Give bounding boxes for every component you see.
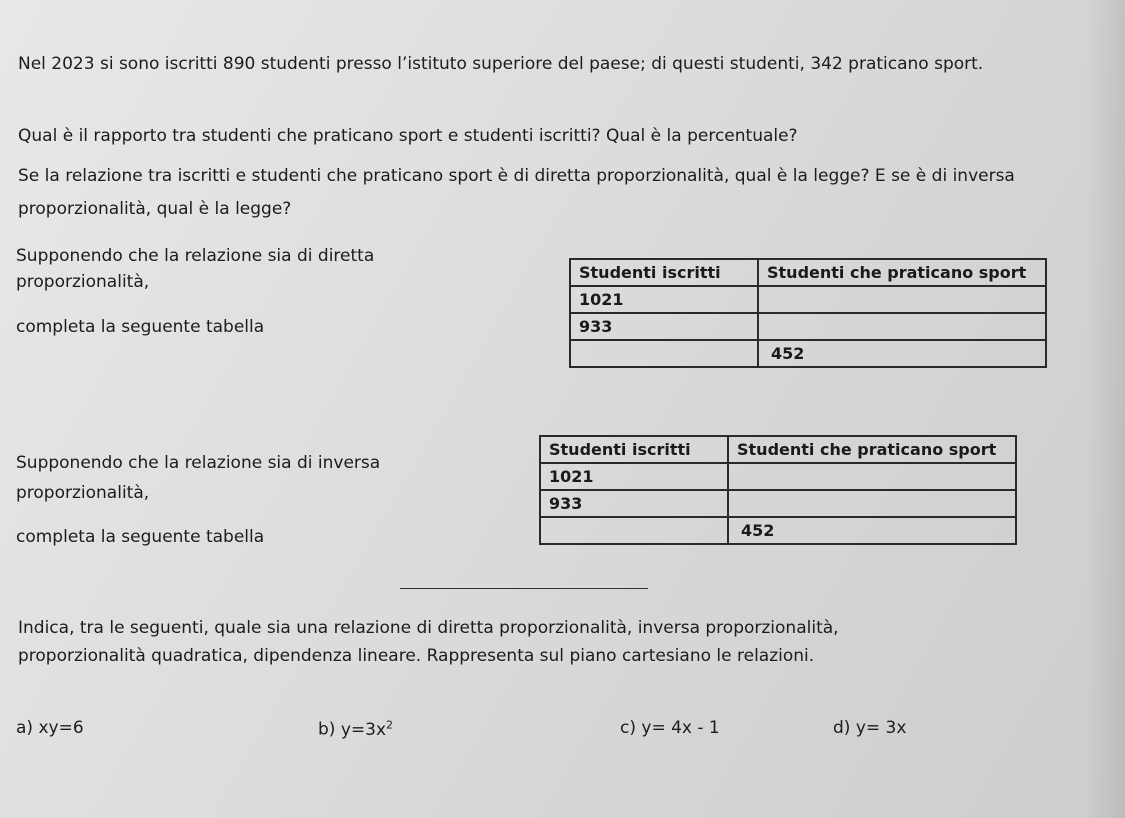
cell-iscritti: 1021	[540, 463, 728, 490]
cell-iscritti-empty[interactable]	[540, 517, 728, 544]
inverse-line-2: proporzionalità,	[16, 483, 150, 503]
table-row	[540, 490, 1016, 517]
header-studenti-sport: Studenti che praticano sport	[758, 259, 1046, 286]
option-d	[833, 718, 906, 738]
table-header-row	[540, 436, 1016, 463]
question-law: Se la relazione tra iscritti e studenti che praticano sport è di diretta proporzionalità, qual è la legge? E se è di inversa proporzionalità, qual è la legge?	[18, 166, 1015, 219]
inverse-proportion-table	[539, 435, 1017, 545]
inverse-line-1: Supponendo che la relazione sia di inversa	[16, 453, 381, 473]
cell-sport-empty[interactable]	[758, 313, 1046, 340]
option-a-equation: xy=6	[38, 718, 84, 738]
header-studenti-iscritti: Studenti iscritti	[540, 436, 728, 463]
section-divider	[400, 588, 648, 589]
option-b-label: b)	[318, 719, 336, 740]
direct-line-3: completa la seguente tabella	[16, 317, 265, 337]
table-row	[570, 340, 1046, 367]
header-studenti-iscritti: Studenti iscritti	[570, 259, 758, 286]
option-b-exponent: 2	[386, 718, 394, 731]
cell-iscritti: 1021	[570, 286, 758, 313]
option-c-equation: y= 4x - 1	[641, 718, 720, 738]
table-row	[570, 313, 1046, 340]
question-ratio: Qual è il rapporto tra studenti che praticano sport e studenti iscritti? Qual è la percentuale?	[18, 126, 798, 146]
option-c-label: c)	[620, 718, 636, 738]
option-d-label: d)	[833, 718, 851, 738]
option-a	[16, 718, 84, 738]
direct-proportion-table	[569, 258, 1047, 368]
relations-question-line-1: Indica, tra le seguenti, quale sia una relazione di diretta proporzionalità, inversa proporzionalità,	[18, 618, 839, 638]
option-a-label: a)	[16, 718, 34, 738]
table-row	[570, 286, 1046, 313]
option-c	[620, 718, 720, 738]
header-studenti-sport: Studenti che praticano sport	[728, 436, 1016, 463]
cell-sport-empty[interactable]	[758, 286, 1046, 313]
cell-sport: 452	[758, 340, 1046, 367]
cell-sport-empty[interactable]	[728, 490, 1016, 517]
cell-iscritti-empty[interactable]	[570, 340, 758, 367]
inverse-line-3: completa la seguente tabella	[16, 527, 265, 547]
cell-iscritti: 933	[570, 313, 758, 340]
table-header-row	[570, 259, 1046, 286]
cell-sport: 452	[728, 517, 1016, 544]
option-d-equation: y= 3x	[855, 718, 907, 738]
cell-iscritti: 933	[540, 490, 728, 517]
option-b-equation-base: y=3x	[340, 719, 387, 740]
table-row	[540, 463, 1016, 490]
relations-question-line-2: proporzionalità quadratica, dipendenza lineare. Rappresenta sul piano cartesiano le relazioni.	[18, 646, 815, 666]
problem-intro: Nel 2023 si sono iscritti 890 studenti presso l’istituto superiore del paese; di questi studenti, 342 praticano sport.	[18, 54, 984, 74]
option-b	[318, 718, 393, 740]
option-b-equation	[341, 720, 393, 740]
direct-line-2: proporzionalità,	[16, 272, 150, 292]
cell-sport-empty[interactable]	[728, 463, 1016, 490]
table-row	[540, 517, 1016, 544]
direct-line-1: Supponendo che la relazione sia di diretta	[16, 246, 375, 266]
